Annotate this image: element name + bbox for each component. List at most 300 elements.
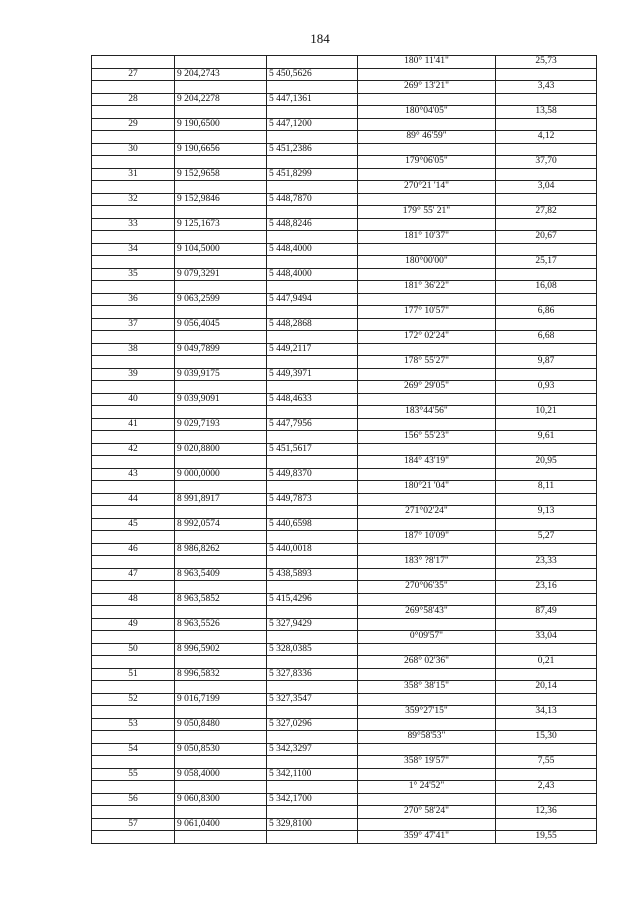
point-row (92, 493, 597, 506)
point-row (92, 468, 597, 481)
point-row (92, 618, 597, 631)
y-coordinate-cell: 5 449,2117 (267, 343, 358, 356)
point-number-cell (92, 106, 175, 119)
segment-row (92, 456, 597, 469)
x-coordinate-cell: 9 050,8530 (175, 743, 267, 756)
point-number-cell: 53 (92, 718, 175, 731)
segment-row (92, 531, 597, 544)
y-coordinate-cell: 5 447,9494 (267, 293, 358, 306)
point-number-cell (92, 56, 175, 69)
point-row (92, 343, 597, 356)
distance-cell: 23,33 (496, 556, 597, 569)
segment-row (92, 106, 597, 119)
point-row (92, 768, 597, 781)
segment-row (92, 656, 597, 669)
distance-cell: 0,21 (496, 656, 597, 669)
direction-angle-cell: 268° 02'36" (358, 656, 496, 669)
x-coordinate-cell (175, 656, 267, 669)
point-row (92, 743, 597, 756)
y-coordinate-cell: 5 448,7870 (267, 193, 358, 206)
x-coordinate-cell (175, 756, 267, 769)
x-coordinate-cell: 9 060,8300 (175, 793, 267, 806)
direction-angle-cell (358, 718, 496, 731)
point-number-cell (92, 406, 175, 419)
point-number-cell (92, 381, 175, 394)
y-coordinate-cell: 5 438,5893 (267, 568, 358, 581)
x-coordinate-cell: 8 963,5852 (175, 593, 267, 606)
y-coordinate-cell (267, 756, 358, 769)
x-coordinate-cell (175, 381, 267, 394)
direction-angle-cell: 184° 43'19" (358, 456, 496, 469)
y-coordinate-cell: 5 447,1200 (267, 118, 358, 131)
y-coordinate-cell (267, 781, 358, 794)
y-coordinate-cell: 5 415,4296 (267, 593, 358, 606)
y-coordinate-cell: 5 328,0385 (267, 643, 358, 656)
y-coordinate-cell (267, 56, 358, 69)
y-coordinate-cell: 5 450,5626 (267, 68, 358, 81)
x-coordinate-cell: 8 986,8262 (175, 543, 267, 556)
direction-angle-cell: 0°09'57" (358, 631, 496, 644)
direction-angle-cell: 180°04'05" (358, 106, 496, 119)
direction-angle-cell (358, 543, 496, 556)
direction-angle-cell (358, 118, 496, 131)
point-number-cell (92, 656, 175, 669)
y-coordinate-cell: 5 342,1700 (267, 793, 358, 806)
direction-angle-cell: 181° 10'37" (358, 231, 496, 244)
x-coordinate-cell (175, 506, 267, 519)
direction-angle-cell: 177° 10'57" (358, 306, 496, 319)
segment-row (92, 181, 597, 194)
direction-angle-cell (358, 518, 496, 531)
direction-angle-cell: 89° 46'59" (358, 131, 496, 144)
direction-angle-cell (358, 368, 496, 381)
point-number-cell (92, 756, 175, 769)
point-number-cell: 36 (92, 293, 175, 306)
x-coordinate-cell (175, 256, 267, 269)
y-coordinate-cell (267, 106, 358, 119)
segment-row (92, 306, 597, 319)
distance-cell (496, 118, 597, 131)
distance-cell: 25,73 (496, 56, 597, 69)
point-number-cell: 52 (92, 693, 175, 706)
y-coordinate-cell: 5 327,3547 (267, 693, 358, 706)
point-row (92, 643, 597, 656)
direction-angle-cell: 187° 10'09" (358, 531, 496, 544)
x-coordinate-cell: 9 125,1673 (175, 218, 267, 231)
y-coordinate-cell (267, 456, 358, 469)
point-number-cell: 41 (92, 418, 175, 431)
direction-angle-cell: 180° 11'41" (358, 56, 496, 69)
x-coordinate-cell (175, 806, 267, 819)
point-number-cell (92, 131, 175, 144)
point-number-cell: 55 (92, 768, 175, 781)
point-number-cell (92, 731, 175, 744)
y-coordinate-cell: 5 448,4000 (267, 268, 358, 281)
point-row (92, 68, 597, 81)
point-number-cell: 45 (92, 518, 175, 531)
direction-angle-cell: 358° 38'15" (358, 681, 496, 694)
x-coordinate-cell (175, 131, 267, 144)
direction-angle-cell (358, 143, 496, 156)
x-coordinate-cell: 9 049,7899 (175, 343, 267, 356)
y-coordinate-cell: 5 451,8299 (267, 168, 358, 181)
distance-cell: 9,87 (496, 356, 597, 369)
x-coordinate-cell: 9 204,2278 (175, 93, 267, 106)
point-row (92, 568, 597, 581)
segment-row (92, 606, 597, 619)
y-coordinate-cell (267, 606, 358, 619)
segment-row (92, 431, 597, 444)
point-number-cell (92, 331, 175, 344)
direction-angle-cell (358, 93, 496, 106)
segment-row (92, 231, 597, 244)
distance-cell: 23,16 (496, 581, 597, 594)
point-number-cell: 28 (92, 93, 175, 106)
point-row (92, 268, 597, 281)
point-number-cell (92, 306, 175, 319)
point-row (92, 718, 597, 731)
direction-angle-cell (358, 343, 496, 356)
point-number-cell: 39 (92, 368, 175, 381)
distance-cell (496, 793, 597, 806)
x-coordinate-cell: 9 000,0000 (175, 468, 267, 481)
direction-angle-cell (358, 793, 496, 806)
y-coordinate-cell: 5 327,0296 (267, 718, 358, 731)
y-coordinate-cell: 5 451,2386 (267, 143, 358, 156)
direction-angle-cell: 180°00'00" (358, 256, 496, 269)
distance-cell: 15,30 (496, 731, 597, 744)
direction-angle-cell: 270°06'35" (358, 581, 496, 594)
distance-cell (496, 618, 597, 631)
direction-angle-cell: 156° 55'23" (358, 431, 496, 444)
point-row (92, 418, 597, 431)
segment-row (92, 156, 597, 169)
x-coordinate-cell (175, 531, 267, 544)
distance-cell: 6,68 (496, 331, 597, 344)
y-coordinate-cell: 5 448,8246 (267, 218, 358, 231)
y-coordinate-cell: 5 447,1361 (267, 93, 358, 106)
x-coordinate-cell: 9 056,4045 (175, 318, 267, 331)
x-coordinate-cell: 8 963,5409 (175, 568, 267, 581)
point-number-cell: 57 (92, 818, 175, 831)
y-coordinate-cell (267, 331, 358, 344)
distance-cell: 5,27 (496, 531, 597, 544)
distance-cell: 8,11 (496, 481, 597, 494)
point-number-cell: 44 (92, 493, 175, 506)
point-row (92, 543, 597, 556)
distance-cell (496, 343, 597, 356)
y-coordinate-cell: 5 329,8100 (267, 818, 358, 831)
point-number-cell: 50 (92, 643, 175, 656)
direction-angle-cell (358, 668, 496, 681)
direction-angle-cell: 358° 19'57" (358, 756, 496, 769)
point-number-cell (92, 781, 175, 794)
x-coordinate-cell (175, 406, 267, 419)
segment-row (92, 556, 597, 569)
distance-cell (496, 518, 597, 531)
point-number-cell: 51 (92, 668, 175, 681)
point-row (92, 443, 597, 456)
point-number-cell (92, 81, 175, 94)
distance-cell (496, 768, 597, 781)
distance-cell (496, 243, 597, 256)
point-number-cell: 33 (92, 218, 175, 231)
segment-row (92, 406, 597, 419)
direction-angle-cell (358, 743, 496, 756)
segment-row (92, 581, 597, 594)
coordinates-table (91, 55, 597, 844)
direction-angle-cell (358, 493, 496, 506)
direction-angle-cell: 270° 58'24" (358, 806, 496, 819)
distance-cell (496, 493, 597, 506)
y-coordinate-cell: 5 448,2868 (267, 318, 358, 331)
distance-cell: 3,43 (496, 81, 597, 94)
x-coordinate-cell: 9 190,6656 (175, 143, 267, 156)
point-row (92, 793, 597, 806)
point-row (92, 693, 597, 706)
segment-row (92, 381, 597, 394)
distance-cell: 25,17 (496, 256, 597, 269)
segment-row (92, 781, 597, 794)
point-number-cell (92, 531, 175, 544)
y-coordinate-cell (267, 206, 358, 219)
point-number-cell (92, 606, 175, 619)
y-coordinate-cell: 5 451,5617 (267, 443, 358, 456)
y-coordinate-cell (267, 681, 358, 694)
direction-angle-cell: 1° 24'52" (358, 781, 496, 794)
y-coordinate-cell (267, 531, 358, 544)
segment-row (92, 706, 597, 719)
x-coordinate-cell: 8 991,8917 (175, 493, 267, 506)
x-coordinate-cell: 9 050,8480 (175, 718, 267, 731)
point-number-cell (92, 356, 175, 369)
y-coordinate-cell (267, 506, 358, 519)
direction-angle-cell (358, 418, 496, 431)
point-number-cell (92, 256, 175, 269)
distance-cell (496, 368, 597, 381)
distance-cell: 9,61 (496, 431, 597, 444)
y-coordinate-cell: 5 447,7956 (267, 418, 358, 431)
direction-angle-cell (358, 193, 496, 206)
distance-cell: 33,04 (496, 631, 597, 644)
point-number-cell: 30 (92, 143, 175, 156)
point-number-cell (92, 231, 175, 244)
distance-cell (496, 268, 597, 281)
x-coordinate-cell: 9 152,9846 (175, 193, 267, 206)
x-coordinate-cell (175, 581, 267, 594)
distance-cell (496, 393, 597, 406)
point-number-cell: 49 (92, 618, 175, 631)
distance-cell: 0,93 (496, 381, 597, 394)
distance-cell (496, 293, 597, 306)
y-coordinate-cell: 5 440,0018 (267, 543, 358, 556)
y-coordinate-cell: 5 327,9429 (267, 618, 358, 631)
direction-angle-cell: 179° 55' 21" (358, 206, 496, 219)
direction-angle-cell: 172° 02'24" (358, 331, 496, 344)
point-number-cell: 46 (92, 543, 175, 556)
x-coordinate-cell: 9 204,2743 (175, 68, 267, 81)
x-coordinate-cell (175, 631, 267, 644)
point-row (92, 818, 597, 831)
x-coordinate-cell (175, 706, 267, 719)
distance-cell (496, 543, 597, 556)
x-coordinate-cell: 9 020,8800 (175, 443, 267, 456)
y-coordinate-cell: 5 448,4633 (267, 393, 358, 406)
distance-cell: 10,21 (496, 406, 597, 419)
direction-angle-cell: 359°27'15" (358, 706, 496, 719)
point-number-cell: 34 (92, 243, 175, 256)
distance-cell: 87,49 (496, 606, 597, 619)
segment-row (92, 256, 597, 269)
y-coordinate-cell: 5 440,6598 (267, 518, 358, 531)
direction-angle-cell: 181° 36'22" (358, 281, 496, 294)
point-row (92, 93, 597, 106)
distance-cell: 20,67 (496, 231, 597, 244)
y-coordinate-cell (267, 281, 358, 294)
direction-angle-cell: 89°58'53" (358, 731, 496, 744)
direction-angle-cell: 180°21 '04" (358, 481, 496, 494)
point-row (92, 143, 597, 156)
x-coordinate-cell (175, 556, 267, 569)
x-coordinate-cell (175, 331, 267, 344)
distance-cell (496, 818, 597, 831)
direction-angle-cell (358, 443, 496, 456)
y-coordinate-cell: 5 342,1100 (267, 768, 358, 781)
direction-angle-cell (358, 293, 496, 306)
direction-angle-cell (358, 318, 496, 331)
point-number-cell: 35 (92, 268, 175, 281)
distance-cell: 12,36 (496, 806, 597, 819)
point-row (92, 293, 597, 306)
point-number-cell: 48 (92, 593, 175, 606)
segment-row (92, 731, 597, 744)
y-coordinate-cell (267, 356, 358, 369)
direction-angle-cell (358, 618, 496, 631)
point-row (92, 593, 597, 606)
y-coordinate-cell (267, 406, 358, 419)
segment-row (92, 206, 597, 219)
distance-cell (496, 643, 597, 656)
y-coordinate-cell: 5 342,3297 (267, 743, 358, 756)
distance-cell (496, 218, 597, 231)
x-coordinate-cell: 9 104,5000 (175, 243, 267, 256)
point-number-cell (92, 481, 175, 494)
x-coordinate-cell: 8 963,5526 (175, 618, 267, 631)
x-coordinate-cell (175, 781, 267, 794)
segment-row (92, 831, 597, 844)
segment-row (92, 806, 597, 819)
y-coordinate-cell (267, 81, 358, 94)
point-number-cell: 38 (92, 343, 175, 356)
point-number-cell (92, 581, 175, 594)
distance-cell: 13,58 (496, 106, 597, 119)
x-coordinate-cell (175, 481, 267, 494)
direction-angle-cell: 183°44'56" (358, 406, 496, 419)
distance-cell: 7,55 (496, 756, 597, 769)
y-coordinate-cell (267, 731, 358, 744)
x-coordinate-cell (175, 606, 267, 619)
distance-cell (496, 168, 597, 181)
distance-cell: 9,13 (496, 506, 597, 519)
point-number-cell: 32 (92, 193, 175, 206)
y-coordinate-cell: 5 449,3971 (267, 368, 358, 381)
direction-angle-cell: 270°21 '14" (358, 181, 496, 194)
direction-angle-cell (358, 768, 496, 781)
x-coordinate-cell: 9 061,0400 (175, 818, 267, 831)
y-coordinate-cell (267, 181, 358, 194)
direction-angle-cell (358, 268, 496, 281)
direction-angle-cell (358, 68, 496, 81)
x-coordinate-cell (175, 306, 267, 319)
point-number-cell (92, 281, 175, 294)
direction-angle-cell: 178° 55'27" (358, 356, 496, 369)
point-number-cell (92, 681, 175, 694)
y-coordinate-cell (267, 256, 358, 269)
point-row (92, 243, 597, 256)
distance-cell: 2,43 (496, 781, 597, 794)
point-row (92, 368, 597, 381)
point-number-cell: 56 (92, 793, 175, 806)
distance-cell (496, 93, 597, 106)
distance-cell (496, 568, 597, 581)
point-number-cell (92, 831, 175, 844)
point-number-cell (92, 431, 175, 444)
distance-cell (496, 718, 597, 731)
direction-angle-cell: 269°58'43" (358, 606, 496, 619)
y-coordinate-cell (267, 306, 358, 319)
y-coordinate-cell: 5 449,8370 (267, 468, 358, 481)
distance-cell: 3,04 (496, 181, 597, 194)
distance-cell: 34,13 (496, 706, 597, 719)
point-row (92, 518, 597, 531)
point-number-cell: 54 (92, 743, 175, 756)
distance-cell: 6,86 (496, 306, 597, 319)
distance-cell (496, 468, 597, 481)
distance-cell (496, 418, 597, 431)
x-coordinate-cell: 8 996,5832 (175, 668, 267, 681)
x-coordinate-cell: 9 063,2599 (175, 293, 267, 306)
point-row (92, 118, 597, 131)
distance-cell (496, 593, 597, 606)
point-row (92, 168, 597, 181)
distance-cell: 16,08 (496, 281, 597, 294)
point-number-cell (92, 156, 175, 169)
y-coordinate-cell (267, 231, 358, 244)
segment-row (92, 356, 597, 369)
y-coordinate-cell (267, 381, 358, 394)
direction-angle-cell: 179°06'05" (358, 156, 496, 169)
point-row (92, 218, 597, 231)
distance-cell (496, 68, 597, 81)
distance-cell: 27,82 (496, 206, 597, 219)
x-coordinate-cell (175, 681, 267, 694)
y-coordinate-cell (267, 656, 358, 669)
distance-cell (496, 193, 597, 206)
x-coordinate-cell: 9 039,9091 (175, 393, 267, 406)
point-number-cell (92, 806, 175, 819)
point-row (92, 668, 597, 681)
direction-angle-cell (358, 243, 496, 256)
y-coordinate-cell: 5 327,8336 (267, 668, 358, 681)
x-coordinate-cell (175, 81, 267, 94)
segment-row (92, 681, 597, 694)
point-number-cell: 31 (92, 168, 175, 181)
segment-row (92, 81, 597, 94)
x-coordinate-cell (175, 156, 267, 169)
segment-row (92, 631, 597, 644)
point-number-cell: 42 (92, 443, 175, 456)
distance-cell (496, 143, 597, 156)
